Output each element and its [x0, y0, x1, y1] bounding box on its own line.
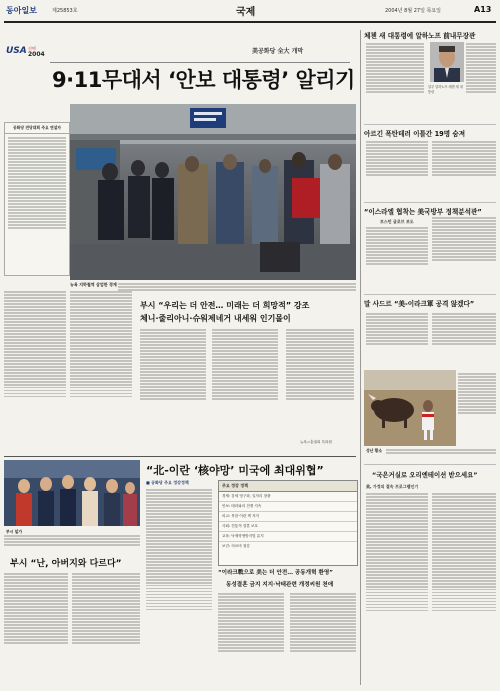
chechnya-headline: 체첸 새 대통령에 알하노프 前내무장관 — [364, 32, 476, 40]
alkhanov-caption: 알루 알하노프 체첸 새 대통령 — [428, 85, 463, 94]
paper-name: 동아일보 — [6, 6, 37, 15]
page-number: A13 — [474, 5, 492, 14]
bomb-body-2 — [432, 140, 496, 200]
policy-row: 경제: 감세 영구화, 일자리 창출 — [219, 492, 357, 502]
nk-body-3 — [290, 592, 356, 684]
israel-body-2 — [432, 216, 496, 290]
photo-caption-text — [118, 282, 356, 296]
kicker-rule — [50, 62, 350, 63]
usa-badge — [6, 46, 50, 60]
policy-row: 외교: 북한·이란 핵 저지 — [219, 512, 357, 522]
chechnya-body — [366, 42, 424, 122]
yard-body-2 — [432, 492, 496, 682]
sidebar-title: 공화당 전당대회 주요 연설자 — [5, 123, 69, 134]
right-divider-1 — [364, 124, 496, 125]
right-col-divider — [360, 30, 361, 685]
right-divider-3 — [364, 294, 496, 295]
policy-row: 교육: 낙제학생방지법 유지 — [219, 532, 357, 542]
photo-caption-title: 뉴욕 지하철역 삼엄한 경계 — [70, 282, 117, 287]
sadr-body-1 — [366, 312, 428, 368]
bomb-body-1 — [366, 140, 428, 200]
usa-badge-year: 2004 — [28, 51, 45, 58]
lead-body-col4 — [212, 328, 278, 440]
bull-photo — [364, 370, 456, 446]
nk-body-1 — [146, 488, 212, 684]
subway-photo-art — [70, 104, 356, 280]
lead-body-col1 — [4, 290, 66, 460]
israel-headline: “이스라엘 협착는 美국방부 정책분석관” — [364, 208, 482, 216]
speaker-sidebar — [4, 122, 70, 276]
right-divider-4 — [364, 464, 496, 465]
bull-caption-detail — [386, 448, 496, 462]
policy-table — [218, 480, 358, 566]
usa-badge-sub: 선택 — [28, 46, 36, 51]
usa-badge-label: USA — [6, 46, 27, 56]
lead-body-col3 — [140, 328, 206, 440]
chechnya-body-right — [466, 42, 496, 122]
policy-row: 보건: 의료비 절감 — [222, 544, 250, 548]
family-body-2 — [72, 572, 140, 684]
alkhanov-portrait — [430, 42, 464, 82]
nk-subhead1: “이라크戰으로 美는 더 안전… 공동개혁 환영” — [218, 570, 333, 576]
policy-row: 안보: 테러와의 전쟁 지속 — [219, 502, 357, 512]
yard-headline: “국은거실로 오리엔테이션 받으세요” — [372, 471, 478, 479]
section-name: 국제 — [236, 7, 256, 18]
bull-caption-text — [458, 372, 496, 440]
nk-headline: “北-이란 ‘核야망’ 미국에 최대위협” — [146, 464, 324, 477]
policy-row: 사회: 전통적 결혼 보호 — [219, 522, 357, 532]
policy-table-title: 주요 정강 정책 — [219, 481, 357, 492]
yard-subhead: 美, 가정의 결속 프로그램인기 — [366, 484, 419, 489]
masthead-rule — [4, 21, 496, 23]
bush-family-art — [4, 460, 140, 526]
sidebar-table — [5, 134, 69, 232]
israel-body-1 — [366, 226, 428, 290]
family-body-1 — [4, 572, 68, 684]
bush-family-headline: 부시 “난, 아버지와 다르다” — [10, 559, 122, 569]
lead-kicker: 美공화당 全大 개막 — [252, 48, 304, 55]
bomb-headline: 아르긴 폭탄테러 이틀간 19명 숨져 — [364, 130, 466, 138]
subway-photo — [70, 104, 356, 280]
bush-family-caption-text — [4, 534, 140, 552]
alkhanov-photo — [430, 42, 464, 82]
bull-photo-art — [364, 370, 456, 446]
lead-body-col2 — [70, 290, 132, 460]
lead-headline: 9·11무대서 ‘안보 대통령’ 알리기 — [52, 68, 355, 92]
nk-label: ■ 공화당 주요 정강정책 — [146, 480, 189, 485]
bull-caption: 성난 황소 — [366, 448, 382, 453]
lead-body-col5 — [286, 328, 354, 440]
israel-subhead: 보스턴 글로브 보도 — [380, 219, 414, 224]
yard-body-1 — [366, 492, 428, 682]
lead-bottom-rule — [4, 456, 356, 457]
bush-family-photo — [4, 460, 140, 526]
issue-number: 제25853호 — [52, 8, 78, 14]
lead-byline: 뉴욕=홍권희 특파원 — [300, 440, 332, 444]
issue-date: 2004년 8월 27일 목요일 — [385, 8, 442, 14]
bush-family-caption: 부시 일가 — [6, 529, 22, 534]
nk-subhead2: 동성결혼 금지 지지·낙태관련 개정씨원 천애 — [226, 582, 334, 588]
nk-body-2 — [218, 592, 284, 684]
lead-subhead2: 체니·줄리아니·슈워제네거 내세워 인기몰이 — [140, 314, 291, 323]
sadr-body-2 — [432, 312, 496, 368]
sadr-headline: 말 사드르 “美-이라크軍 공격 않겠다” — [364, 300, 475, 308]
lead-subhead: 부시 “우리는 더 안전… 미래는 더 희망적” 강조 — [140, 301, 310, 310]
right-divider-2 — [364, 202, 496, 203]
